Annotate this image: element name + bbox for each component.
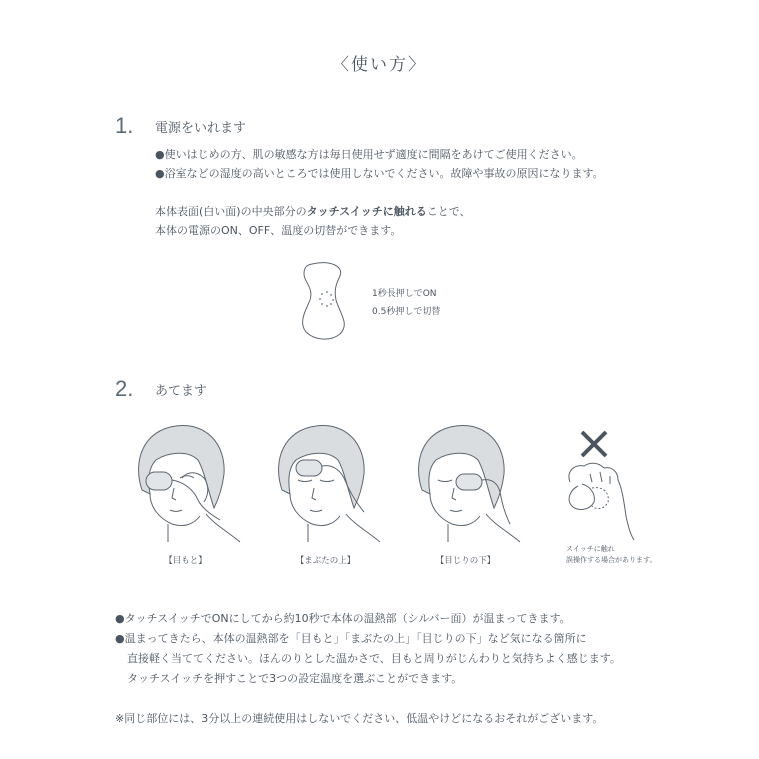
wrong-caption-line1: スイッチに触れ xyxy=(566,545,615,553)
desc-text-pre: 本体表面(白い面)の中央部分の xyxy=(155,205,307,218)
caption-eye-area: 【目もと】 xyxy=(164,556,207,566)
note-line4: タッチスイッチを押すことで3つの設定温度を選ぶことができます。 xyxy=(127,672,463,685)
usage-notes xyxy=(115,609,621,689)
step1-bullets xyxy=(155,145,604,183)
wrong-caption-line2: 誤操作する場合があります。 xyxy=(566,556,657,564)
cross-mark-icon xyxy=(582,432,606,456)
note-line1: ●タッチスイッチでONにしてから約10秒で本体の温熱部（シルバー面）が温まってきます。 xyxy=(115,612,571,625)
step1-description xyxy=(155,202,471,240)
step1-desc-line2: 本体の電源のON、OFF、温度の切替ができます。 xyxy=(155,224,402,237)
caption-eyelid: 【まぶたの上】 xyxy=(295,556,356,566)
step1-desc-line1 xyxy=(155,202,471,221)
wrong-usage-illustration xyxy=(560,426,640,541)
step1-heading: 電源をいれます xyxy=(155,121,247,136)
step2-number: 2. xyxy=(115,376,134,401)
note-line2: ●温まってきたら、本体の温熱部を「目もと」「まぶたの上」「目じりの下」など気になる箇所に xyxy=(115,632,587,645)
step1-number: 1. xyxy=(115,113,134,138)
step1-bullet1: ●使いはじめの方、肌の敏感な方は毎日使用せず適度に間隔をあけてご使用ください。 xyxy=(155,148,583,161)
step2-heading: あてます xyxy=(155,384,208,399)
device-label-switch: 0.5秒押しで切替 xyxy=(372,307,441,317)
device-outline-icon xyxy=(300,262,352,340)
face-under-eye-illustration xyxy=(408,420,523,545)
face-eye-area-illustration xyxy=(128,420,243,545)
step1-bullet2: ●浴室などの湿度の高いところでは使用しないでください。故障や事故の原因になります。 xyxy=(155,167,604,180)
caption-under-eye: 【目じりの下】 xyxy=(435,556,496,566)
face-eyelid-illustration xyxy=(268,420,383,545)
desc-text-post: ことで、 xyxy=(426,205,471,218)
desc-text-bold: タッチスイッチに触れる xyxy=(306,205,427,218)
footnote: ※同じ部位には、3分以上の連続使用はしないでください、低温やけどになるおそれがございます。 xyxy=(115,712,604,725)
note-line3: 直接軽く当ててください。ほんのりとした温かさで、目もと周りがじんわりと気持ちよく感じます。 xyxy=(127,652,621,665)
device-label-on: 1秒長押しでON xyxy=(372,289,437,299)
wrong-usage-caption xyxy=(566,544,656,566)
page-title: 〈使い方〉 xyxy=(332,55,427,75)
